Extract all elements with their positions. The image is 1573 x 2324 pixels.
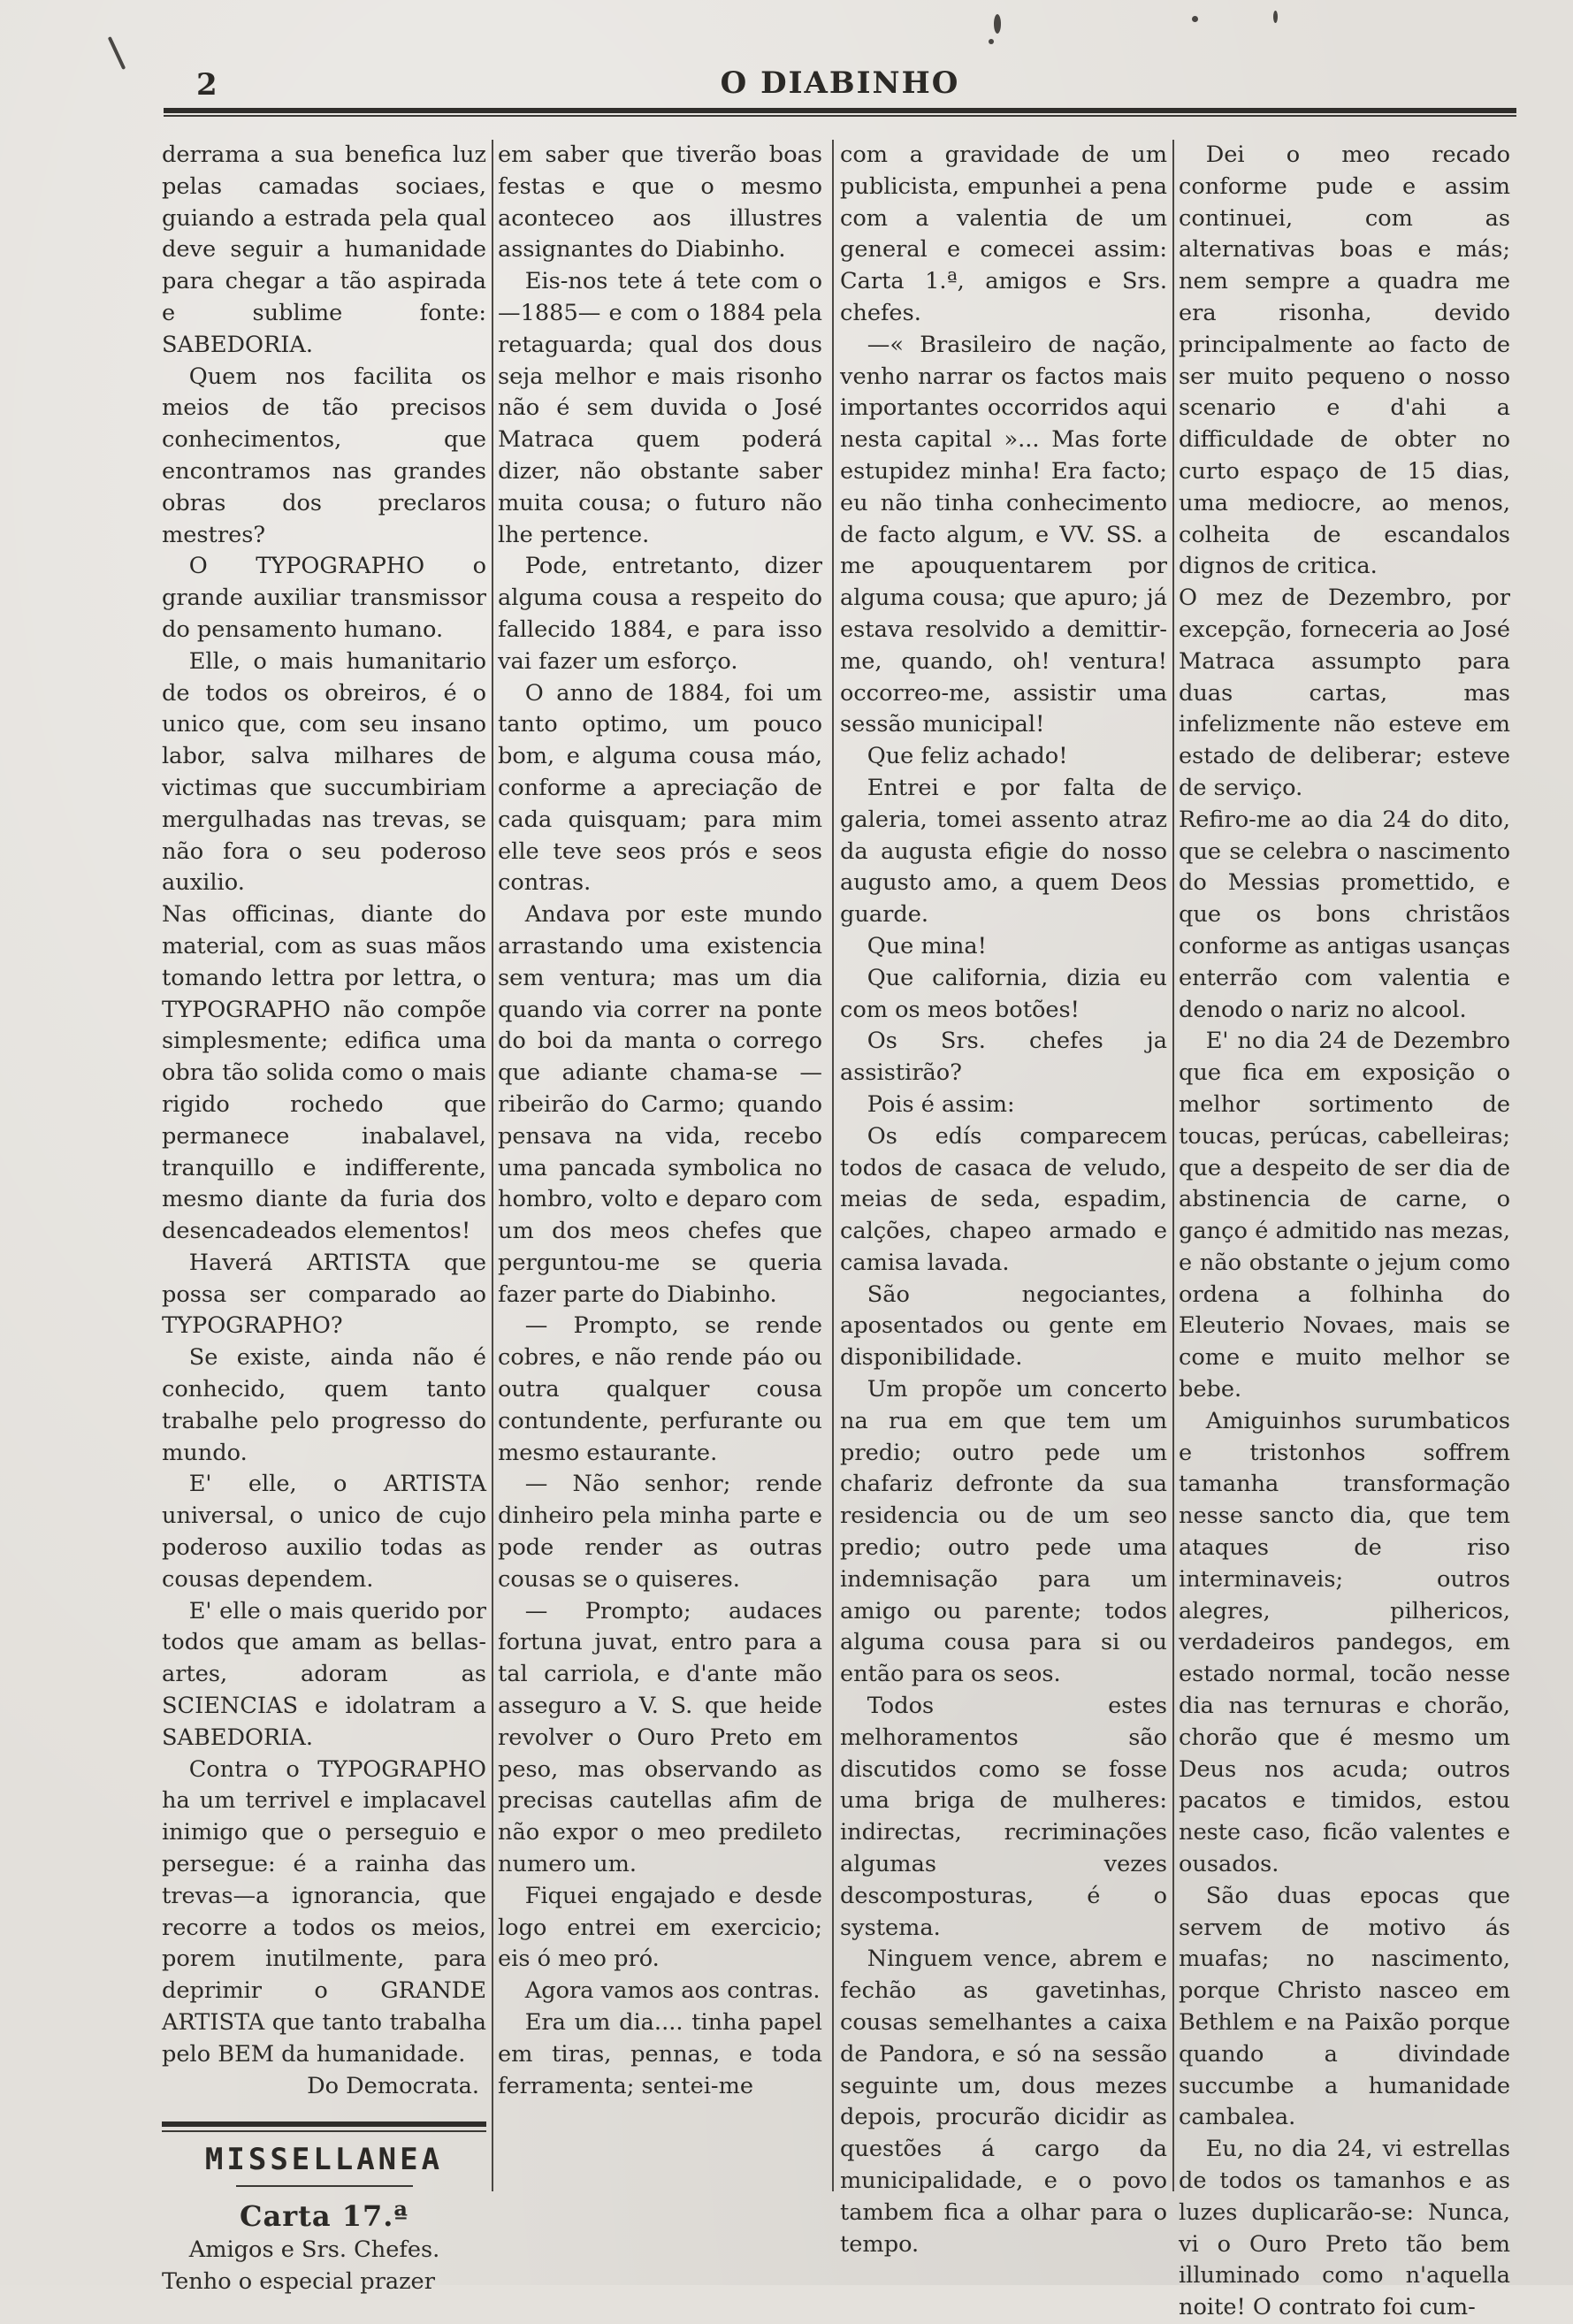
paragraph: Um propõe um concerto na rua em que tem um predio; outro pede um chafariz defronte da sua residencia ou de um seo predio; outro pede uma indemnisação para um amigo ou parente; todos alguma cousa para si ou então para os seos. bbox=[840, 1376, 1167, 1688]
column-4 bbox=[1179, 140, 1510, 2321]
paragraph: O TYPOGRAPHO o grande auxiliar transmissor do pensamento humano. bbox=[162, 553, 486, 643]
column-3 bbox=[840, 140, 1167, 2258]
paragraph: Eis-nos tete á tete com o —1885— e com o 1884 pela retaguarda; qual dos dous seja melhor e mais risonho não é sem duvida o José Matraca quem poderá dizer, não obstante saber muita cousa; o futuro não lhe pertence. bbox=[498, 268, 822, 548]
ink-spot bbox=[108, 36, 126, 70]
page-number: 2 bbox=[196, 67, 218, 103]
paragraph: Amiguinhos surumbaticos e tristonhos soffrem tamanha transformação nesse sancto dia, que tem ataques de riso interminaveis; outros alegres, pilhericos, verdadeiros pandegos, em estado normal, tocão nesse dia nas ternuras e chorão, chorão que é mesmo um Deus nos acuda; outros pacatos e timidos, estou neste caso, ficão valentes e ousados. bbox=[1179, 1407, 1510, 1878]
section-rule bbox=[162, 2121, 486, 2132]
paragraph: — Prompto, se rende cobres, e não rende páo ou outra qualquer cousa contundente, perfurante ou mesmo estaurante. bbox=[498, 1312, 822, 1466]
paragraph: Os edís comparecem todos de casaca de veludo, meias de seda, espadim, calções, chapeo armado e camisa lavada. bbox=[840, 1122, 1167, 1276]
paragraph: Todos estes melhoramentos são discutidos como se fosse uma briga de mulheres: indirectas, recriminações algumas vezes descomposturas, é o systema. bbox=[840, 1693, 1167, 1941]
paragraph: Andava por este mundo arrastando uma existencia sem ventura; mas um dia quando via correr na ponte do boi da manta o corrego que adiante chama-se — ribeirão do Carmo; quando pensava na vida, recebo uma pancada symbolica no hombro, volto e deparo com um dos meos chefes que perguntou-me se queria fazer parte do Diabinho. bbox=[498, 901, 822, 1308]
paragraph: em saber que tiverão boas festas e que o mesmo aconteceo aos illustres assignantes do Diabinho. bbox=[498, 141, 822, 264]
paragraph: Nas officinas, diante do material, com as suas mãos tomando lettra por lettra, o TYPOGRAPHO não compõe simplesmente; edifica uma obra tão solida como o mais rigido rochedo que permanece inabalavel, tranquillo e indifferente, mesmo diante da furia dos desencadeados elementos! bbox=[162, 901, 486, 1245]
paragraph: Se existe, ainda não é conhecido, quem tanto trabalhe pelo progresso do mundo. bbox=[162, 1344, 486, 1466]
paragraph: São duas epocas que servem de motivo ás muafas; no nascimento, porque Christo nasceo em Bethlem e na Paixão porque quando a divindade succumbe a humanidade cambalea. bbox=[1179, 1882, 1510, 2131]
paragraph: E' elle o mais querido por todos que amam as bellas-artes, adoram as SCIENCIAS e idolatram a SABEDORIA. bbox=[162, 1597, 486, 1751]
paragraph: O mez de Dezembro, por excepção, forneceria ao José Matraca assumpto para duas cartas, mas infelizmente não esteve em estado de deliberar; esteve de serviço. bbox=[1179, 585, 1510, 801]
section-subrule bbox=[236, 2185, 413, 2187]
ink-spot bbox=[989, 39, 994, 44]
paragraph: Entrei e por falta de galeria, tomei assento atraz da augusta efigie do nosso augusto amo, a quem Deos guarde. bbox=[840, 774, 1167, 929]
paragraph: Eu, no dia 24, vi estrellas de todos os tamanhos e as luzes duplicarão-se: Nunca, vi o Ouro Preto tão bem illuminado como n'aquella noite! O contrato foi cum- bbox=[1179, 2136, 1510, 2321]
column-divider bbox=[492, 140, 493, 2191]
paragraph: — Não senhor; rende dinheiro pela minha parte e pode render as outras cousas se o quiseres. bbox=[498, 1471, 822, 1593]
ink-spot bbox=[994, 14, 1001, 34]
paragraph: Que feliz achado! bbox=[867, 743, 1068, 770]
paragraph: — Prompto; audaces fortuna juvat, entro para a tal carriola, e d'ante mão asseguro a V. S. que heide revolver o Ouro Preto em peso, mas observando as precisas cautellas afim de não expor o meo predileto numero um. bbox=[498, 1597, 822, 1878]
column-1 bbox=[162, 140, 486, 2295]
paragraph: Pois é assim: bbox=[867, 1090, 1015, 1118]
masthead-title: O DIABINHO bbox=[720, 65, 960, 101]
paragraph: Tenho o especial prazer bbox=[162, 2267, 435, 2295]
paragraph: Elle, o mais humanitario de todos os obreiros, é o unico que, com seu insano labor, salva milhares de victimas que succumbiriam mergulhadas nas trevas, se não fora o seu poderoso auxilio. bbox=[162, 647, 486, 897]
section-title: MISSELLANEA bbox=[204, 2142, 444, 2178]
paragraph: com a gravidade de um publicista, empunhei a pena com a valentia de um general e comecei assim: Carta 1.ª, amigos e Srs. chefes. bbox=[840, 141, 1167, 326]
column-2 bbox=[498, 140, 822, 2209]
paragraph: Haverá ARTISTA que possa ser comparado ao TYPOGRAPHO? bbox=[162, 1249, 486, 1340]
paragraph: Que mina! bbox=[867, 932, 987, 959]
header-rule bbox=[164, 108, 1516, 117]
paragraph: Refiro-me ao dia 24 do dito, que se celebra o nascimento do Messias promettido, e que os bons christãos conforme as antigas usanças enterrão com valentia e denodo o nariz no alcool. bbox=[1179, 806, 1510, 1023]
paragraph: E' elle, o ARTISTA universal, o unico de cujo poderoso auxilio todas as cousas dependem. bbox=[162, 1471, 486, 1593]
column-divider bbox=[1172, 140, 1174, 2191]
paragraph: Pode, entretanto, dizer alguma cousa a respeito do fallecido 1884, e para isso vai fazer um esforço. bbox=[498, 553, 822, 675]
paragraph: Contra o TYPOGRAPHO ha um terrivel e implacavel inimigo que o perseguio e persegue: é a rainha das trevas—a ignorancia, que recorre a todos os meios, porem inutilmente, para deprimir o GRANDE ARTISTA que tanto trabalha pelo BEM da humanidade. bbox=[162, 1755, 486, 2068]
paragraph: Quem nos facilita os meios de tão precisos conhecimentos, que encontramos nas grandes obras dos preclaros mestres? bbox=[162, 363, 486, 548]
paragraph: Amigos e Srs. Chefes. bbox=[188, 2236, 440, 2263]
paragraph: derrama a sua benefica luz pelas camadas sociaes, guiando a estrada pela qual deve seguir a humanidade para chegar a tão aspirada e sublime fonte: SABEDORIA. bbox=[162, 141, 486, 358]
paragraph: —« Brasileiro de nação, venho narrar os factos mais importantes occorridos aqui nesta capital »... Mas forte estupidez minha! Era facto; eu não tinha conhecimento de facto algum, e VV. SS. a me apouquentarem por alguma cousa; que apuro; já estava resolvido a demittir-me, quando, oh! ventura! occorreo-me, assistir uma sessão municipal! bbox=[840, 331, 1167, 738]
paragraph: Agora vamos aos contras. bbox=[524, 1977, 821, 2005]
ink-spot bbox=[1192, 16, 1198, 22]
paragraph: Ninguem vence, abrem e fechão as gavetinhas, cousas semelhantes a caixa de Pandora, e só na sessão seguinte um, dous mezes depois, procurão dicidir as questões á cargo da municipalidade, e o povo tambem fica a olhar para o tempo. bbox=[840, 1946, 1167, 2258]
paragraph: O anno de 1884, foi um tanto optimo, um pouco bom, e alguma cousa máo, conforme a apreciação de cada quisquam; para mim elle teve seos prós e seos contras. bbox=[498, 679, 822, 897]
paragraph: Era um dia.... tinha papel em tiras, pennas, e toda ferramenta; sentei-me bbox=[498, 2009, 822, 2099]
paragraph: E' no dia 24 de Dezembro que fica em exposição o melhor sortimento de toucas, perúcas, cabelleiras; que a despeito de ser dia de abstinencia de carne, o ganço é admitido nas mezas, e não obstante o jejum como ordena a folhinha do Eleuterio Novaes, mais se come e muito melhor se bebe. bbox=[1179, 1028, 1510, 1403]
paragraph: Fiquei engajado e desde logo entrei em exercicio; eis ó meo pró. bbox=[498, 1882, 822, 1973]
paragraph: Que california, dizia eu com os meos botões! bbox=[840, 964, 1167, 1023]
page-header bbox=[159, 60, 1521, 104]
paragraph: São negociantes, aposentados ou gente em disponibilidade. bbox=[840, 1280, 1167, 1372]
column-divider bbox=[832, 140, 834, 2191]
ink-spot bbox=[1273, 11, 1278, 23]
paragraph: Dei o meo recado conforme pude e assim continuei, com as alternativas boas e más; nem sempre a quadra me era risonha, devido principalmente ao facto de ser muito pequeno o nosso scenario e d'ahi a difficuldade de obter no curto espaço de 15 dias, uma mediocre, ao menos, colheita de escandalos dignos de critica. bbox=[1179, 141, 1510, 580]
article-signature: Do Democrata. bbox=[307, 2072, 479, 2099]
letter-title: Carta 17.ª bbox=[240, 2199, 409, 2234]
paragraph: Os Srs. chefes ja assistirão? bbox=[840, 1028, 1167, 1087]
